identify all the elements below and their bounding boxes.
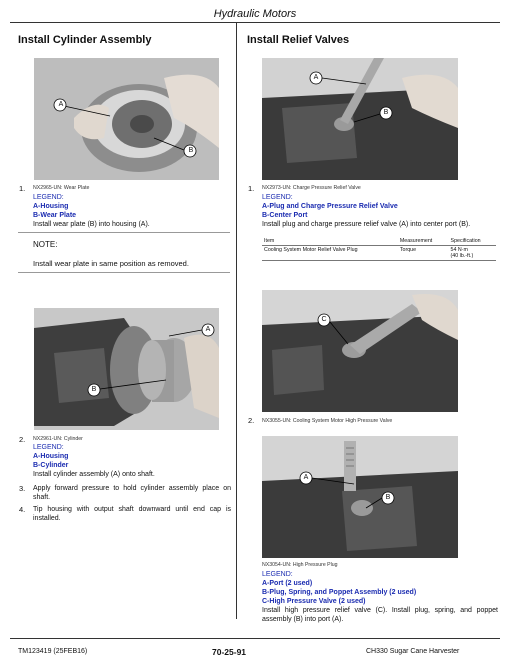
spec-header-item: Item — [262, 237, 398, 246]
step-3-text: Install high pressure relief valve (C). Install plug, spring, and poppet assembly (B) into port (A). — [262, 607, 498, 623]
step-2-number: 2. — [248, 416, 255, 425]
callout-label-b: B — [385, 494, 391, 501]
legend-item: C-High Pressure Valve (2 used) — [262, 598, 366, 605]
legend-item: A-Port (2 used) — [262, 580, 313, 587]
callout-label-b: B — [383, 109, 389, 116]
photo-high-pressure-valve — [262, 290, 458, 412]
high-pressure-valve-illustration — [262, 290, 458, 412]
legend-heading: LEGEND: — [33, 194, 64, 201]
callout-label-c: C — [321, 316, 327, 323]
callout-label-a: A — [303, 474, 309, 481]
legend — [33, 193, 76, 220]
spec-header-measurement: Measurement — [398, 237, 449, 246]
header-rule — [10, 22, 500, 23]
cylinder-illustration — [34, 308, 219, 430]
footer-rule — [10, 638, 500, 639]
spec-table — [262, 237, 496, 261]
spec-value-metric: 54 N·m — [450, 247, 468, 253]
relief-valve-illustration — [262, 58, 458, 180]
callout-label-b: B — [91, 386, 97, 393]
step-1-number: 1. — [248, 184, 255, 193]
legend — [262, 193, 398, 220]
legend-heading: LEGEND: — [262, 194, 293, 201]
section-title-relief-valves: Install Relief Valves — [247, 34, 350, 46]
callout-label-b: B — [188, 147, 194, 154]
table-row — [262, 246, 496, 261]
legend — [262, 570, 416, 606]
spec-cell-measurement: Torque — [398, 246, 449, 261]
photo-high-pressure-plug — [262, 436, 458, 558]
note-bottom-rule — [18, 272, 230, 273]
callout-label-a: A — [205, 326, 211, 333]
note-top-rule — [18, 232, 230, 233]
spec-header-specification: Specification — [449, 237, 496, 246]
figure-caption: NX3054-UN: High Pressure Plug — [262, 562, 338, 568]
legend-item: B-Wear Plate — [33, 212, 77, 219]
legend-heading: LEGEND: — [262, 571, 293, 578]
figure-caption: NX2961-UN: Cylinder — [33, 436, 83, 442]
photo-cylinder — [34, 308, 219, 430]
legend-item: B-Cylinder — [33, 462, 69, 469]
callout-label-a: A — [313, 74, 319, 81]
step-3-number: 3. — [19, 484, 26, 493]
spec-cell-item: Cooling System Motor Relief Valve Plug — [262, 246, 398, 261]
figure-caption: NX3055-UN: Cooling System Motor High Pressure Valve — [262, 418, 393, 424]
legend-item: A-Housing — [33, 453, 69, 460]
legend-item: A-Housing — [33, 203, 69, 210]
step-1-text: Install wear plate (B) into housing (A). — [33, 221, 150, 228]
footer-product-name: CH330 Sugar Cane Harvester — [366, 648, 460, 655]
step-3-text: Apply forward pressure to hold cylinder assembly place on shaft. — [33, 485, 231, 501]
footer-page-number: 70-25-91 — [212, 647, 247, 657]
step-2-number: 2. — [19, 435, 26, 444]
spec-cell-specification — [449, 246, 496, 261]
legend-item: B-Plug, Spring, and Poppet Assembly (2 used) — [262, 589, 417, 596]
step-1-text: Install plug and charge pressure relief valve (A) into center port (B). — [262, 221, 471, 228]
step-2-text: Install cylinder assembly (A) onto shaft. — [33, 471, 155, 478]
legend-item: B-Center Port — [262, 212, 308, 219]
figure-caption: NX2965-UN: Wear Plate — [33, 185, 90, 191]
legend — [33, 443, 68, 470]
figure-caption: NX2973-UN: Charge Pressure Relief Valve — [262, 185, 361, 191]
page-header-title: Hydraulic Motors — [213, 8, 297, 20]
column-divider — [236, 23, 237, 619]
legend-heading: LEGEND: — [33, 444, 64, 451]
note-label: NOTE: — [33, 240, 58, 249]
photo-wear-plate — [34, 58, 219, 180]
wear-plate-illustration — [34, 58, 219, 180]
step-4-text: Tip housing with output shaft downward until end cap is installed. — [33, 506, 231, 522]
legend-item: A-Plug and Charge Pressure Relief Valve — [262, 203, 398, 210]
step-1-number: 1. — [19, 184, 26, 193]
step-4-number: 4. — [19, 505, 26, 514]
high-pressure-plug-illustration — [262, 436, 458, 558]
callout-label-a: A — [58, 101, 64, 108]
spec-table-header-row — [262, 237, 496, 246]
spec-value-imperial: (40 lb.-ft.) — [450, 253, 474, 259]
section-title-cylinder: Install Cylinder Assembly — [18, 34, 152, 46]
photo-charge-pressure-relief-valve — [262, 58, 458, 180]
footer-manual-id: TM123419 (25FEB16) — [18, 648, 88, 655]
note-text: Install wear plate in same position as removed. — [33, 259, 189, 268]
